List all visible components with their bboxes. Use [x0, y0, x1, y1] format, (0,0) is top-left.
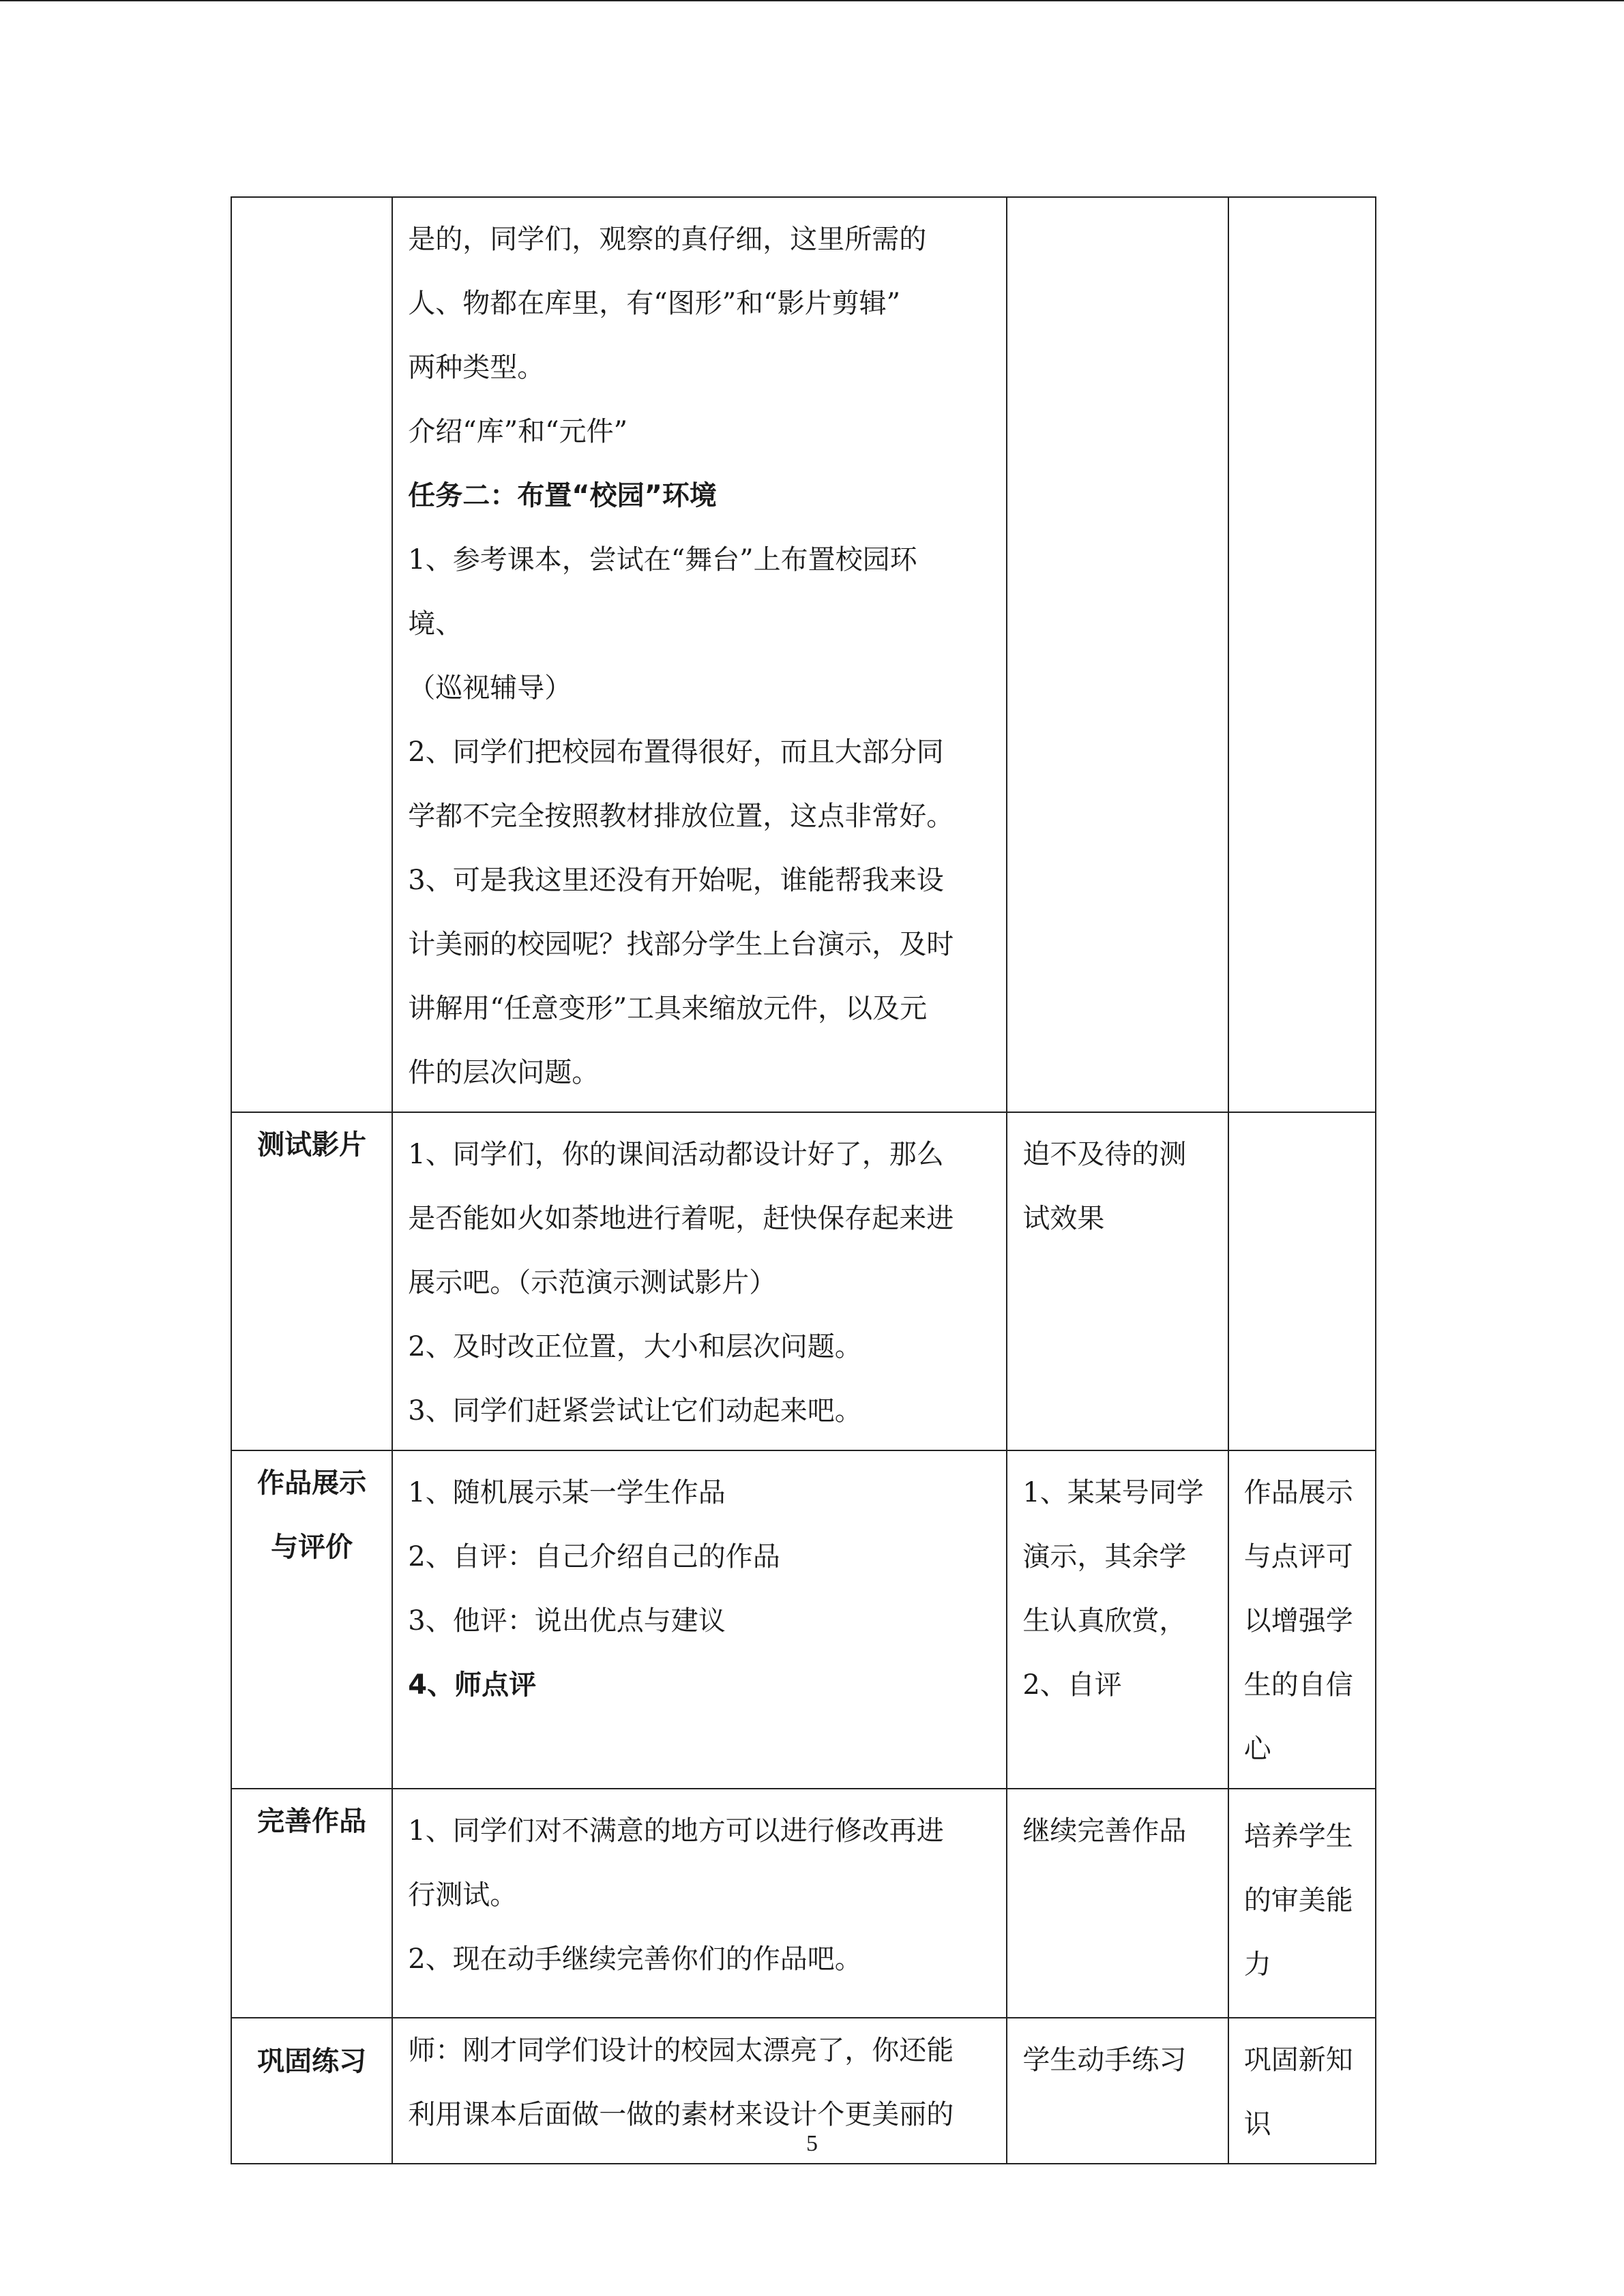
design-intent-cell: [1228, 197, 1376, 1112]
stage-label: 作品展示: [257, 1467, 367, 1499]
page-number: 5: [806, 2131, 818, 2156]
student-activity-cell: [1007, 1450, 1228, 1789]
content-line: 2、同学们把校园布置得很好，而且大部分同: [408, 736, 944, 768]
content-line: 学都不完全按照教材排放位置，这点非常好。: [408, 801, 954, 832]
intent-line: 心: [1243, 1733, 1271, 1765]
student-line: 试效果: [1022, 1203, 1105, 1234]
stage-label: 完善作品: [257, 1806, 367, 1837]
content-line: 2、及时改正位置，大小和层次问题。: [408, 1331, 862, 1362]
student-line: 继续完善作品: [1022, 1815, 1187, 1847]
student-activity-cell: [1007, 1789, 1228, 2018]
intent-line: 识: [1243, 2108, 1271, 2140]
content-line: 2、自评：自己介绍自己的作品: [408, 1541, 780, 1572]
content-line: 讲解用“任意变形”工具来缩放元件，以及元: [408, 993, 928, 1024]
intent-line: 作品展示: [1243, 1477, 1353, 1508]
content-line: 1、随机展示某一学生作品: [408, 1477, 726, 1508]
content-line: 是否能如火如荼地进行着呢，赶快保存起来进: [408, 1203, 954, 1234]
student-line: 1、某某号同学: [1022, 1477, 1204, 1508]
teacher-activity-cell: [392, 1450, 1007, 1789]
content-line: 1、参考课本，尝试在“舞台”上布置校园环: [408, 544, 917, 576]
content-line: 3、他评：说出优点与建议: [408, 1605, 726, 1637]
content-line: （巡视辅导）: [408, 672, 572, 704]
content-line: 利用课本后面做一做的素材来设计个更美丽的: [408, 2099, 954, 2130]
content-line: 是的，同学们，观察的真仔细，这里所需的: [408, 224, 927, 255]
design-intent-cell: [1228, 1450, 1376, 1789]
content-line: 介绍“库”和“元件”: [408, 416, 628, 447]
content-line: 3、同学们赶紧尝试让它们动起来吧。: [408, 1395, 862, 1427]
stage-label: 测试影片: [257, 1129, 367, 1161]
intent-line: 力: [1243, 1949, 1271, 1980]
teacher-activity-cell: [392, 1112, 1007, 1450]
teacher-activity-cell: [392, 1789, 1007, 2018]
student-line: 2、自评: [1022, 1669, 1122, 1701]
content-line: 计美丽的校园呢？找部分学生上台演示，及时: [408, 929, 954, 960]
content-line: 两种类型。: [408, 352, 545, 383]
table-row: [231, 1112, 1376, 1450]
content-line: 1、同学们对不满意的地方可以进行修改再进: [408, 1815, 944, 1847]
content-line: 1、同学们，你的课间活动都设计好了，那么: [408, 1139, 944, 1170]
stage-label-cell: [231, 1112, 392, 1450]
content-line: 2、现在动手继续完善你们的作品吧。: [408, 1943, 862, 1975]
content-line: 境、: [408, 608, 463, 640]
top-rule: [0, 0, 1624, 1]
table-row: [231, 197, 1376, 1112]
content-line: 师：刚才同学们设计的校园太漂亮了，你还能: [408, 2035, 954, 2066]
table-row: [231, 1450, 1376, 1789]
stage-label: 与评价: [271, 1532, 353, 1563]
student-line: 演示，其余学: [1022, 1541, 1187, 1572]
task-heading: 任务二：布置“校园”环境: [408, 480, 717, 511]
content-line: 件的层次问题。: [408, 1057, 600, 1088]
intent-line: 的审美能: [1243, 1885, 1353, 1916]
intent-line: 巩固新知: [1243, 2044, 1353, 2076]
student-line: 学生动手练习: [1022, 2044, 1187, 2076]
intent-line: 培养学生: [1243, 1821, 1353, 1852]
student-line: 迫不及待的测: [1022, 1139, 1187, 1170]
stage-label-cell: [231, 1450, 392, 1789]
teacher-activity-cell: [392, 197, 1007, 1112]
content-line: 展示吧。（示范演示测试影片）: [408, 1267, 777, 1298]
stage-label-cell: [231, 1789, 392, 2018]
table-row: [231, 1789, 1376, 2018]
intent-line: 与点评可: [1243, 1541, 1353, 1572]
student-activity-cell: [1007, 197, 1228, 1112]
intent-line: 以增强学: [1243, 1605, 1353, 1637]
design-intent-cell: [1228, 1789, 1376, 2018]
content-line: 3、可是我这里还没有开始呢，谁能帮我来设: [408, 865, 944, 896]
design-intent-cell: [1228, 1112, 1376, 1450]
stage-label-cell: [231, 197, 392, 1112]
intent-line: 生的自信: [1243, 1669, 1353, 1701]
stage-label: 巩固练习: [257, 2046, 367, 2077]
content-line: 行测试。: [408, 1879, 518, 1911]
student-activity-cell: [1007, 1112, 1228, 1450]
content-line: 人、物都在库里，有“图形”和“影片剪辑”: [408, 288, 901, 319]
lesson-plan-table: [231, 196, 1376, 2164]
student-line: 生认真欣赏，: [1022, 1605, 1187, 1637]
content-line: 4、师点评: [408, 1669, 537, 1701]
